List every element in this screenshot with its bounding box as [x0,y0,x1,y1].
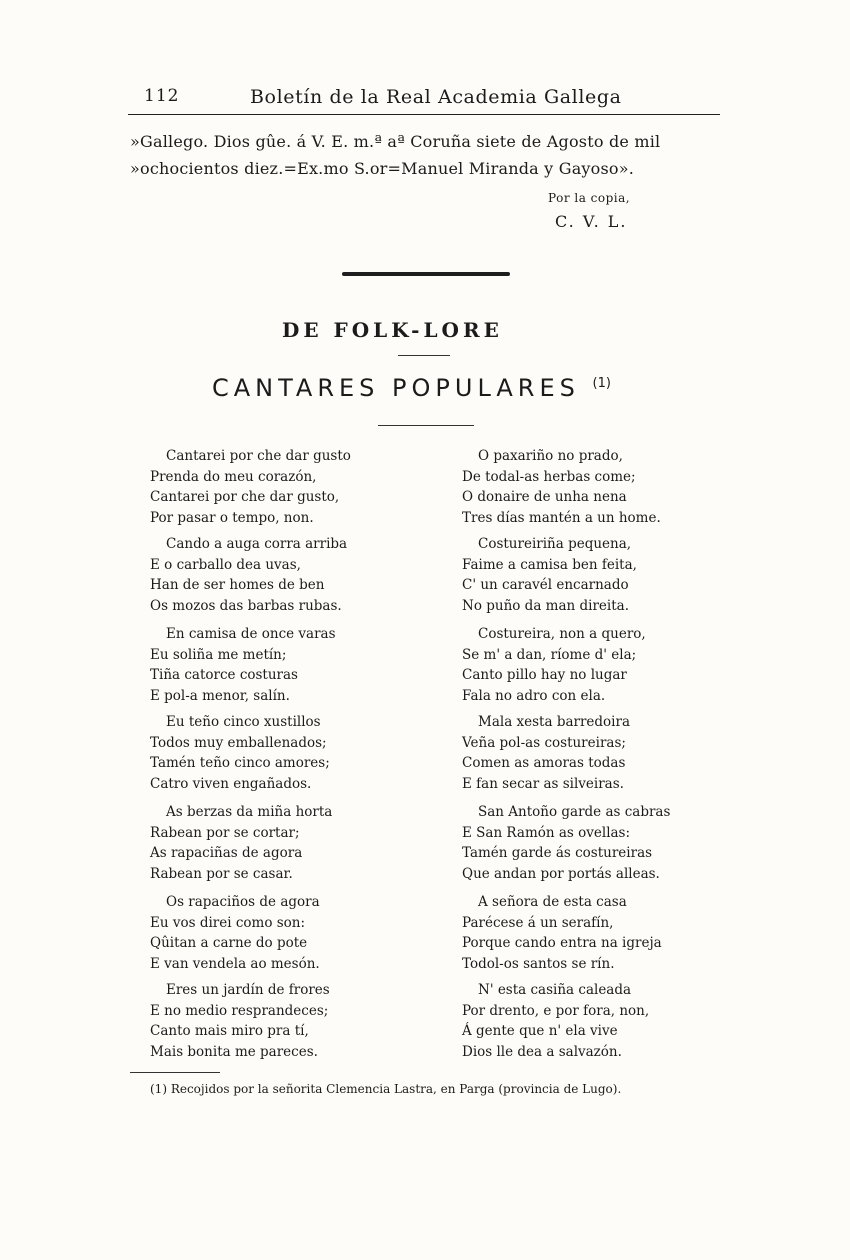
verse-line: E pol-a menor, salín. [150,687,290,704]
verse-line: Dios lle dea a salvazón. [462,1043,622,1060]
page-number: 112 [144,86,180,106]
verse-line: Por pasar o tempo, non. [150,509,314,526]
verse-line: E San Ramón as ovellas: [462,824,631,841]
verse-line: Qûitan a carne do pote [150,935,308,951]
verse-line: Mais bonita me pareces. [150,1043,318,1060]
section-rule [398,355,450,356]
verse-line: Cantarei por che dar gusto [166,448,351,464]
footnote-rule [130,1072,220,1073]
header-rule [128,114,720,115]
main-title [212,374,611,402]
verse-line: Han de ser homes de ben [150,577,325,593]
verse-line: Costureira, non a quero, [478,626,646,642]
verse-line: E no medio resprandeces; [150,1002,329,1019]
footnote: (1) Recojidos por la señorita Clemencia Lastra, en Parga (provincia de Lugo). [150,1082,622,1096]
verse-line: Tamén garde ás costureiras [462,845,653,861]
verse-line: Rabean por se cortar; [150,824,300,841]
verse-line: Tiña catorce costuras [150,667,298,683]
verse-line: Todos muy emballenados; [150,734,327,751]
ornamental-rule [342,272,510,276]
verse-line: Cando a auga corra arriba [166,536,348,552]
footnote-marker: (1) [592,376,611,391]
section-title: DE FOLK-LORE [282,318,503,342]
verse-line: Que andan por portás alleas. [462,865,660,882]
verse-line: N' esta casiña caleada [478,982,632,998]
verse-line: Eres un jardín de frores [166,982,330,998]
verse-line: Os rapaciños de agora [166,894,320,910]
verse-line: Mala xesta barredoira [478,714,631,730]
verse-line: Canto mais miro pra tí, [150,1023,309,1039]
verse-line: O paxariño no prado, [478,448,623,464]
verse-line: E fan secar as silveiras. [462,775,624,792]
verse-line: Fala no adro con ela. [462,687,606,704]
verse-line: Veña pol-as costureiras; [462,734,626,751]
verse-line: C' un caravél encarnado [462,577,629,593]
verse-line: Prenda do meu corazón, [150,468,317,485]
verse-line: Cantarei por che dar gusto, [150,489,340,505]
verse-line: No puño da man direita. [462,597,629,614]
verse-line: Comen as amoras todas [462,755,626,771]
signature-initials: C. V. L. [555,212,628,231]
verse-line: De todal-as herbas come; [462,468,636,485]
title-rule [378,425,474,426]
verse-line: Canto pillo hay no lugar [462,667,627,683]
verse-line: Tres días mantén a un home. [462,509,661,526]
verse-line: Faime a camisa ben feita, [462,556,637,573]
verse-line: Catro viven engañados. [150,775,312,792]
verse-line: Eu soliña me metín; [150,646,287,663]
verse-line: Porque cando entra na igreja [462,935,662,951]
verse-line: Todol-os santos se rín. [462,955,615,972]
closing-line-2: »ochocientos diez.=Ex.mo S.or=Manuel Miranda y Gayoso». [130,159,635,178]
verse-line: Rabean por se casar. [150,865,293,882]
verse-line: As rapaciñas de agora [150,845,303,861]
closing-line-1: »Gallego. Dios gûe. á V. E. m.ª aª Coruña siete de Agosto de mil [130,132,661,151]
verse-line: Os mozos das barbas rubas. [150,597,342,614]
verse-line: O donaire de unha nena [462,489,627,505]
verse-line: Se m' a dan, ríome d' ela; [462,646,637,663]
main-title-text: CANTARES POPULARES [212,374,580,402]
verse-line: Parécese á un serafín, [462,914,614,931]
verse-line: Á gente que n' ela vive [462,1023,618,1039]
copy-label: Por la copia, [548,191,631,205]
verse-line: Costureiriña pequena, [478,536,632,552]
verse-line: E van vendela ao mesón. [150,955,320,972]
verse-line: Eu vos direi como son: [150,914,306,931]
verse-line: As berzas da miña horta [166,804,333,820]
running-header: Boletín de la Real Academia Gallega [250,86,622,108]
verse-line: Por drento, e por fora, non, [462,1002,650,1019]
verse-line: Eu teño cinco xustillos [166,714,321,730]
verse-line: E o carballo dea uvas, [150,556,301,573]
verse-line: San Antoño garde as cabras [478,804,671,820]
verse-line: Tamén teño cinco amores; [150,755,330,771]
verse-line: En camisa de once varas [166,626,336,642]
verse-line: A señora de esta casa [478,894,627,910]
